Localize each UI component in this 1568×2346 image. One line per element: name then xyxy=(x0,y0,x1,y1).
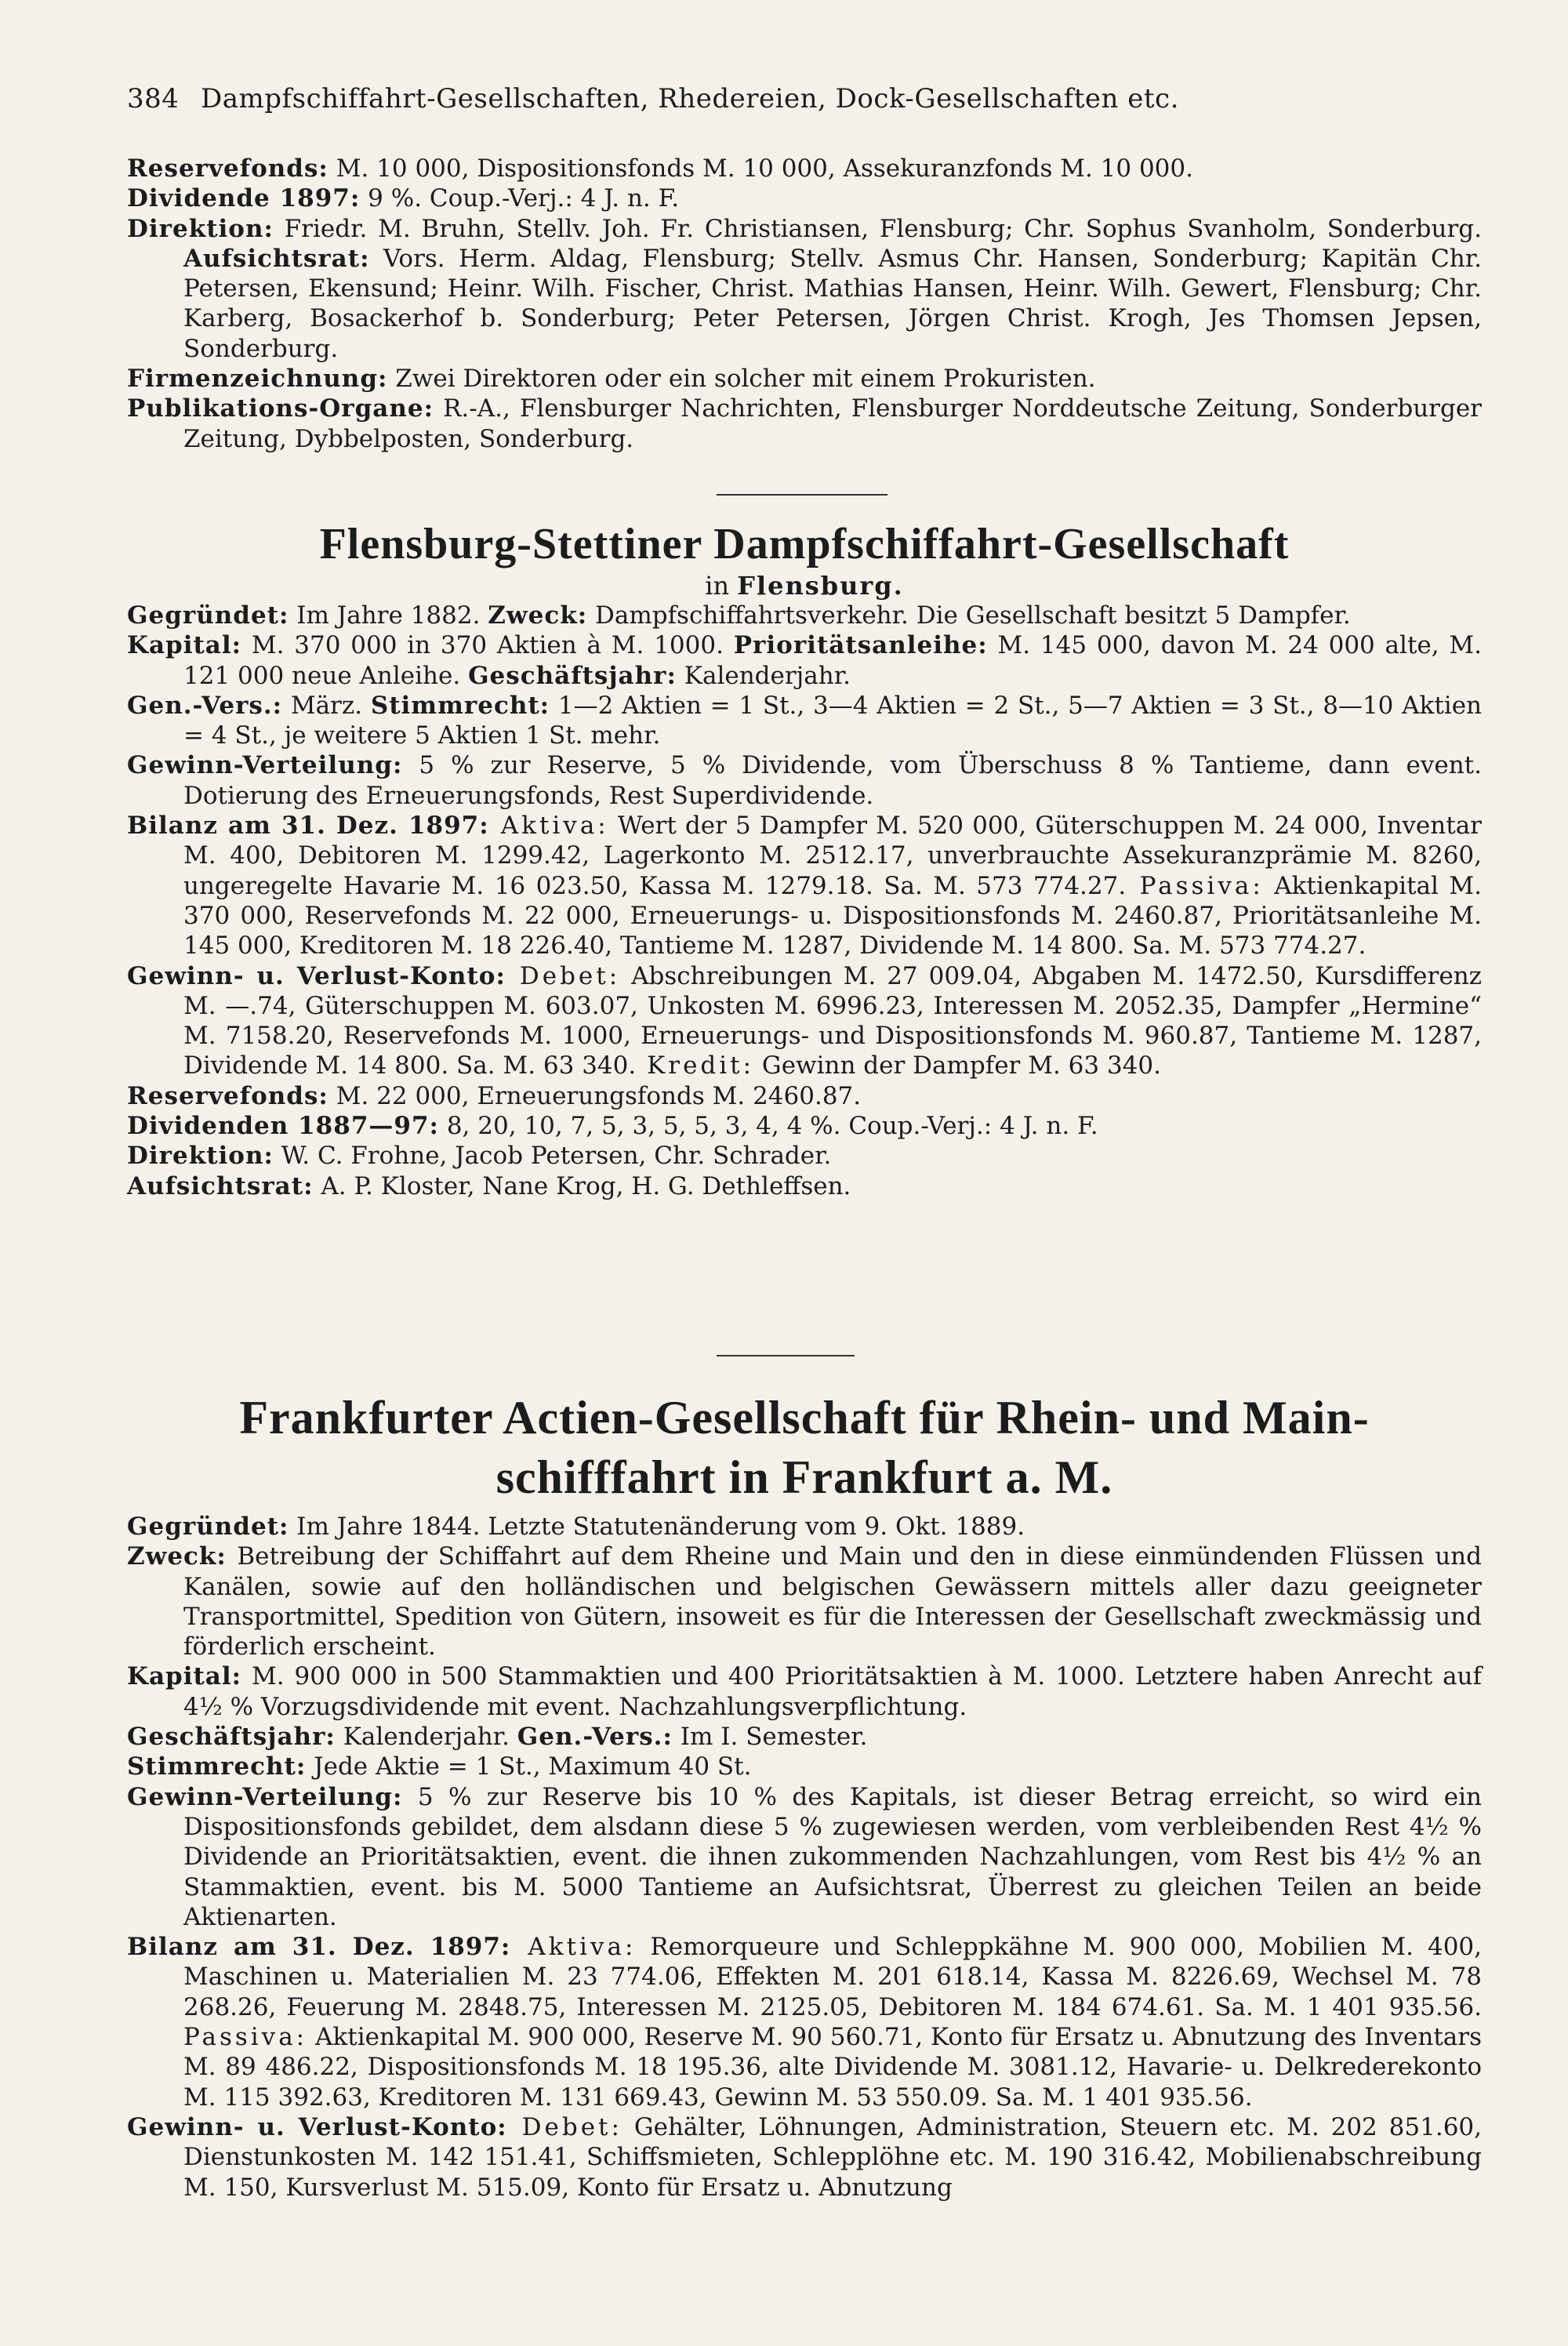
running-header xyxy=(127,83,1475,114)
entry-reservefonds: Reservefonds: M. 10 000, Dispositionsfonds M. 10 000, Assekuranzfonds M. 10 000. xyxy=(127,154,1193,183)
entry-dividenden: Dividenden 1887—97: 8, 20, 10, 7, 5, 3, 5, 5, 3, 4, 4 %. Coup.-Verj.: 4 J. n. F. xyxy=(127,1112,1098,1141)
entry-kapital: Kapital: M. 370 000 in 370 Aktien à M. 1000. Prioritätsanleihe: M. 145 000, davon M. 24 000 alte, M. 121 000 neue Anleihe. Geschäftsjahr: Kalenderjahr. xyxy=(127,631,1483,690)
entry-kapital: Kapital: M. 900 000 in 500 Stammaktien und 400 Prioritätsaktien à M. 1000. Letztere haben Anrecht auf 4½ % Vorzugsdividende mit event. Nachzahlungsverpflichtung. xyxy=(127,1662,1482,1721)
entry-bilanz: Bilanz am 31. Dez. 1897: Aktiva: Remorqueure und Schleppkähne M. 900 000, Mobilien M. 400, Maschinen u. Materialien M. 23 774.06, Effekten M. 201 618.14, Kassa M. 8226.69, Wechsel M. 78 268.26, Feuerung M. 2848.75, Interessen M. 2125.05, Debitoren M. 184 674.61. Sa. M. 1 401 935.56. Passiva: Aktienkapital M. 900 000, Reserve M. 90 560.71, Konto für Ersatz u. Abnutzung des Inventars M. 89 486.22, Dispositionsfonds M. 18 195.36, alte Dividende M. 3081.12, Havarie- u. Delkrederekonto M. 115 392.63, Kreditoren M. 131 669.43, Gewinn M. 53 550.09. Sa. M. 1 401 935.56. xyxy=(127,1933,1483,2112)
entry-dividende: Dividende 1897: 9 %. Coup.-Verj.: 4 J. n. F. xyxy=(127,184,680,213)
previous-company-section xyxy=(127,154,1482,454)
entry-gewinn-verteilung: Gewinn-Verteilung: 5 % zur Reserve bis 10 % des Kapitals, ist dieser Betrag erreicht, so wird ein Dispositionsfonds gebildet, dem alsdann diese 5 % zugewiesen werden, vom verbleibenden Rest 4½ % Dividende an Prioritätsaktien, event. die ihnen zukommenden Nachzahlungen, vom Rest bis 4½ % an Stammaktien, event. bis M. 5000 Tantieme an Aufsichtsrat, Überrest zu gleichen Teilen an beide Aktienarten. xyxy=(127,1782,1482,1931)
entry-stimmrecht: Stimmrecht: Jede Aktie = 1 St., Maximum 40 St. xyxy=(127,1752,752,1781)
entry-gegruendet: Gegründet: Im Jahre 1844. Letzte Statutenänderung vom 9. Okt. 1889. xyxy=(127,1513,1025,1541)
frankfurt-section xyxy=(127,1388,1482,2203)
entry-direktion: Direktion: Friedr. M. Bruhn, Stellv. Joh. Fr. Christiansen, Flensburg; Chr. Sophus Svanholm, Sonderburg. Aufsichtsrat: Vors. Herm. Aldag, Flensburg; Stellv. Asmus Chr. Hansen, Sonderburg; Kapitän Chr. Petersen, Ekensund; Heinr. Wilh. Fischer, Christ. Mathias Hansen, Heinr. Wilh. Gewert, Flensburg; Chr. Karberg, Bosackerhof b. Sonderburg; Peter Petersen, Jörgen Christ. Krogh, Jes Thomsen Jepsen, Sonderburg. xyxy=(127,214,1482,363)
entry-direktion: Direktion: W. C. Frohne, Jacob Petersen, Chr. Schrader. xyxy=(127,1142,832,1171)
entry-firmenzeichnung: Firmenzeichnung: Zwei Direktoren oder ein solcher mit einem Prokuristen. xyxy=(127,365,1096,394)
entry-publikations-organe: Publikations-Organe: R.-A., Flensburger Nachrichten, Flensburger Norddeutsche Zeitung, Sonderburger Zeitung, Dybbelposten, Sonderburg. xyxy=(127,394,1482,453)
entry-gewinn-verlust: Gewinn- u. Verlust-Konto: Debet: Gehälter, Löhnungen, Administration, Steuern etc. M. 202 851.60, Dienstunkosten M. 142 151.41, Schiffsmieten, Schlepplöhne etc. M. 190 316.42, Mobilienabschreibung M. 150, Kursverlust M. 515.09, Konto für Ersatz u. Abnutzung xyxy=(127,2112,1482,2202)
page-number: 384 xyxy=(127,83,180,114)
flensburg-subtitle: in Flensburg. xyxy=(705,571,904,601)
running-title: Dampfschiffahrt-Gesellschaften, Rhedereien, Dock-Gesellschaften etc. xyxy=(201,83,1179,114)
flensburg-section xyxy=(127,518,1482,1201)
entry-reservefonds: Reservefonds: M. 22 000, Erneuerungsfonds M. 2460.87. xyxy=(127,1081,862,1110)
flensburg-title: Flensburg-Stettiner Dampfschiffahrt-Gesellschaft xyxy=(319,520,1290,568)
frankfurt-title-line2: schifffahrt in Frankfurt a. M. xyxy=(495,1451,1113,1503)
frankfurt-title-line1: Frankfurter Actien-Gesellschaft für Rhein- und Main- xyxy=(239,1392,1370,1444)
entry-gen-vers: Gen.-Vers.: März. Stimmrecht: 1—2 Aktien = 1 St., 3—4 Aktien = 2 St., 5—7 Aktien = 3 St., 8—10 Aktien = 4 St., je weitere 5 Aktien 1 St. mehr. xyxy=(127,691,1482,750)
entry-zweck: Zweck: Betreibung der Schiffahrt auf dem Rheine und Main und den in diese einmündenden Flüssen und Kanälen, sowie auf den holländischen und belgischen Gewässern mittels aller dazu geeigneter Transportmittel, Spedition von Gütern, insoweit es für die Interessen der Gesellschaft zweckmässig und förderlich erscheint. xyxy=(127,1542,1482,1661)
entry-geschaeftsjahr: Geschäftsjahr: Kalenderjahr. Gen.-Vers.: Im I. Semester. xyxy=(127,1723,868,1752)
separator-rule-2 xyxy=(717,1355,855,1356)
separator-rule-1 xyxy=(717,494,887,496)
entry-gegruendet: Gegründet: Im Jahre 1882. Zweck: Dampfschiffahrtsverkehr. Die Gesellschaft besitzt 5 Dampfer. xyxy=(127,601,1351,630)
entry-gewinn-verlust: Gewinn- u. Verlust-Konto: Debet: Abschreibungen M. 27 009.04, Abgaben M. 1472.50, Kursdifferenz M. —.74, Güterschuppen M. 603.07, Unkosten M. 6996.23, Interessen M. 2052.35, Dampfer „Hermine“ M. 7158.20, Reservefonds M. 1000, Erneuerungs- und Dispositionsfonds M. 960.87, Tantieme M. 1287, Dividende M. 14 800. Sa. M. 63 340. Kredit: Gewinn der Dampfer M. 63 340. xyxy=(127,961,1482,1080)
entry-bilanz: Bilanz am 31. Dez. 1897: Aktiva: Wert der 5 Dampfer M. 520 000, Güterschuppen M. 24 000, Inventar M. 400, Debitoren M. 1299.42, Lagerkonto M. 2512.17, unverbrauchte Assekuranzprämie M. 8260, ungeregelte Havarie M. 16 023.50, Kassa M. 1279.18. Sa. M. 573 774.27. Passiva: Aktienkapital M. 370 000, Reservefonds M. 22 000, Erneuerungs- u. Dispositionsfonds M. 2460.87, Prioritätsanleihe M. 145 000, Kreditoren M. 18 226.40, Tantieme M. 1287, Dividende M. 14 800. Sa. M. 573 774.27. xyxy=(127,812,1483,961)
entry-gewinn-verteilung: Gewinn-Verteilung: 5 % zur Reserve, 5 % Dividende, vom Überschuss 8 % Tantieme, dann event. Dotierung des Erneuerungsfonds, Rest Superdividende. xyxy=(127,751,1482,810)
entry-aufsichtsrat: Aufsichtsrat: A. P. Kloster, Nane Krog, H. G. Dethleffsen. xyxy=(127,1171,851,1200)
